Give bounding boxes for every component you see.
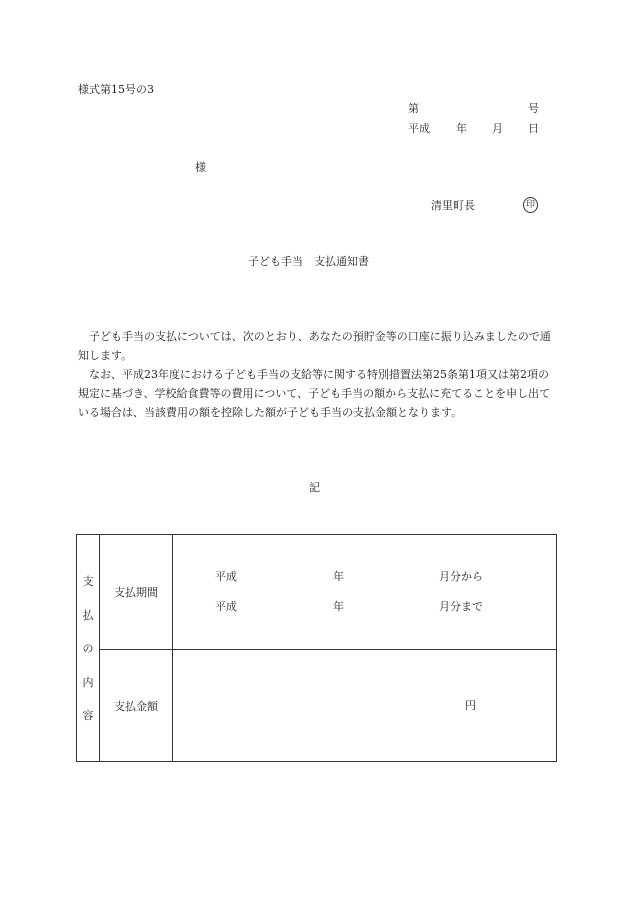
ki-heading: 記 [309,481,320,494]
side-label-char: 支 [82,575,94,588]
seal-mark: 印 [523,197,538,213]
recipient-suffix: 様 [195,161,206,174]
period-value-cell [173,535,557,650]
side-label-char: 容 [82,709,94,722]
amount-line [173,698,556,714]
amount-unit: 円 [465,698,476,712]
period-to-line [173,599,556,615]
date-year-unit: 年 [456,122,467,135]
side-label-char: 払 [82,608,94,622]
document-title: 子ども手当 支払通知書 [248,255,369,268]
payment-content-side-label [77,535,100,762]
period-from-suffix: 月分から [439,570,483,583]
period-from-year: 年 [333,570,344,583]
body-text [78,327,556,422]
side-label-char: の [82,642,94,655]
doc-number-prefix: 第 [408,102,419,115]
body-paragraph-2: なお、平成23年度における子ども手当の支給等に関する特別措置法第25条第1項又は第2項の規定に基づき、学校給食費等の費用について、子ども手当の額から支払に充てることを申し出ている場合は、当該費用の額を控除した額が子ども手当の支払金額となります。 [78,368,551,419]
doc-number-suffix: 号 [528,102,539,115]
form-number: 様式第15号の3 [78,83,154,96]
date-month-unit: 月 [492,122,503,135]
issuer-name: 清里町長 [431,199,475,212]
body-paragraph-1: 子ども手当の支払については、次のとおり、あなたの預貯金等の口座に振り込みましたので通知します。 [78,330,551,362]
amount-value-cell [173,650,557,762]
date-era: 平成 [408,122,430,135]
period-to-era: 平成 [215,600,237,613]
date-day-unit: 日 [528,122,539,135]
period-from-line [173,569,556,585]
amount-label: 支払金額 [100,650,173,762]
side-label-char: 内 [82,675,94,689]
period-to-year: 年 [333,600,344,613]
payment-details-table [76,534,557,762]
period-from-era: 平成 [215,570,237,583]
period-to-suffix: 月分まで [439,600,483,613]
period-label: 支払期間 [100,535,173,650]
